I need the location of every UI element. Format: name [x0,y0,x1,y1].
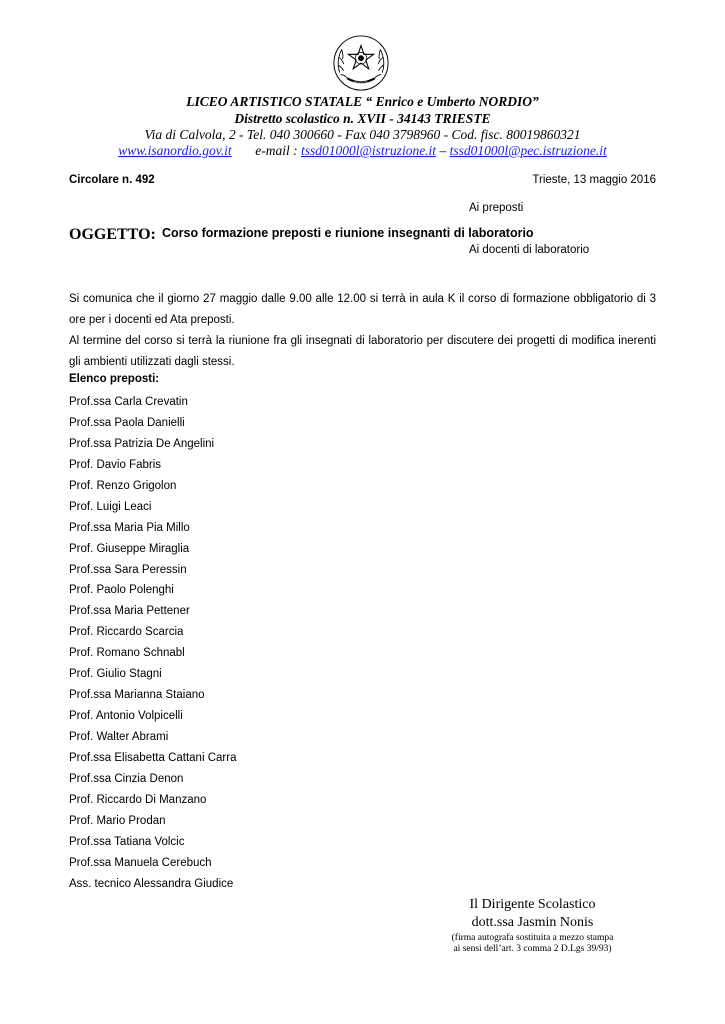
staff-list-item: Prof.ssa Tatiana Volcic [69,835,185,848]
italian-republic-emblem [332,34,390,92]
staff-list-item: Prof.ssa Paola Danielli [69,416,185,429]
school-district: Distretto scolastico n. XVII - 34143 TRIESTE [234,111,491,126]
subject-text: Corso formazione preposti e riunione insegnanti di laboratorio [162,226,534,240]
staff-list-item: Prof.ssa Maria Pettener [69,605,190,618]
school-name: LICEO ARTISTICO STATALE “ Enrico e Umberto NORDIO” [186,94,539,109]
website-link[interactable]: www.isanordio.gov.it [118,143,232,158]
svg-text:REPUBBLICA ITALIANA: REPUBBLICA ITALIANA [347,81,375,85]
staff-list-item: Prof.ssa Elisabetta Cattani Carra [69,751,237,764]
staff-list-item: Prof. Riccardo Di Manzano [69,793,207,806]
staff-list [69,392,236,895]
staff-list-item: Prof. Giuseppe Miraglia [69,542,190,555]
staff-list-item: Prof. Davio Fabris [69,458,162,471]
staff-list-item: Prof. Riccardo Scarcia [69,626,184,639]
staff-list-item: Prof. Mario Prodan [69,814,166,827]
email-separator: – [439,143,447,158]
circular-body [69,289,656,373]
staff-list-item: Prof. Romano Schnabl [69,647,185,660]
staff-list-item: Prof. Antonio Volpicelli [69,710,183,723]
staff-list-item: Ass. tecnico Alessandra Giudice [69,877,234,890]
staff-list-item: Prof.ssa Manuela Cerebuch [69,856,212,869]
staff-list-item: Prof.ssa Sara Peressin [69,563,187,576]
circular-number: Circolare n. 492 [69,174,155,186]
contact-line [0,143,725,159]
school-address: Via di Calvola, 2 - Tel. 040 300660 - Fax 040 3798960 - Cod. fisc. 80019860321 [144,127,581,142]
staff-list-item: Prof.ssa Cinzia Denon [69,772,184,785]
body-paragraph-course: Si comunica che il giorno 27 maggio dalle 9.00 alle 12.00 si terrà in aula K il corso di formazione obbligatorio di 3 ore per i docenti ed Ata preposti. [69,293,656,326]
staff-list-item: Prof. Walter Abrami [69,731,169,743]
staff-list-item: Prof.ssa Maria Pia Millo [69,521,190,534]
signature-name: dott.ssa Jasmin Nonis [471,915,594,930]
email-link[interactable]: tssd01000l@istruzione.it [301,143,437,158]
signature-note-law: ai sensi dell’art. 3 comma 2 D.Lgs 39/93) [453,944,612,954]
signature-note: (firma autografa sostituita a mezzo stampa [451,933,614,943]
staff-list-item: Prof.ssa Patrizia De Angelini [69,437,215,450]
staff-list-item: Prof. Renzo Grigolon [69,479,177,492]
body-paragraph-meeting: Al termine del corso si terrà la riunione fra gli insegnati di laboratorio per discutere dei progetti di modifica inerenti gli ambienti utilizzati dagli stessi. [69,335,656,368]
staff-list-title: Elenco preposti: [69,373,160,385]
staff-list-item: Prof. Luigi Leaci [69,500,152,513]
pec-link[interactable]: tssd01000l@pec.istruzione.it [449,143,607,158]
staff-list-item: Prof.ssa Carla Crevatin [69,396,188,408]
signature-role: Il Dirigente Scolastico [469,897,596,912]
recipient-lab-teachers: Ai docenti di laboratorio [469,244,590,256]
circular-date: Trieste, 13 maggio 2016 [532,174,656,186]
staff-list-item: Prof.ssa Marianna Staiano [69,689,205,702]
subject-label: OGGETTO: [69,226,156,243]
recipient-preposti: Ai preposti [469,202,524,214]
email-label: e-mail : [255,143,298,158]
staff-list-item: Prof. Paolo Polenghi [69,584,174,597]
staff-list-item: Prof. Giulio Stagni [69,668,162,681]
